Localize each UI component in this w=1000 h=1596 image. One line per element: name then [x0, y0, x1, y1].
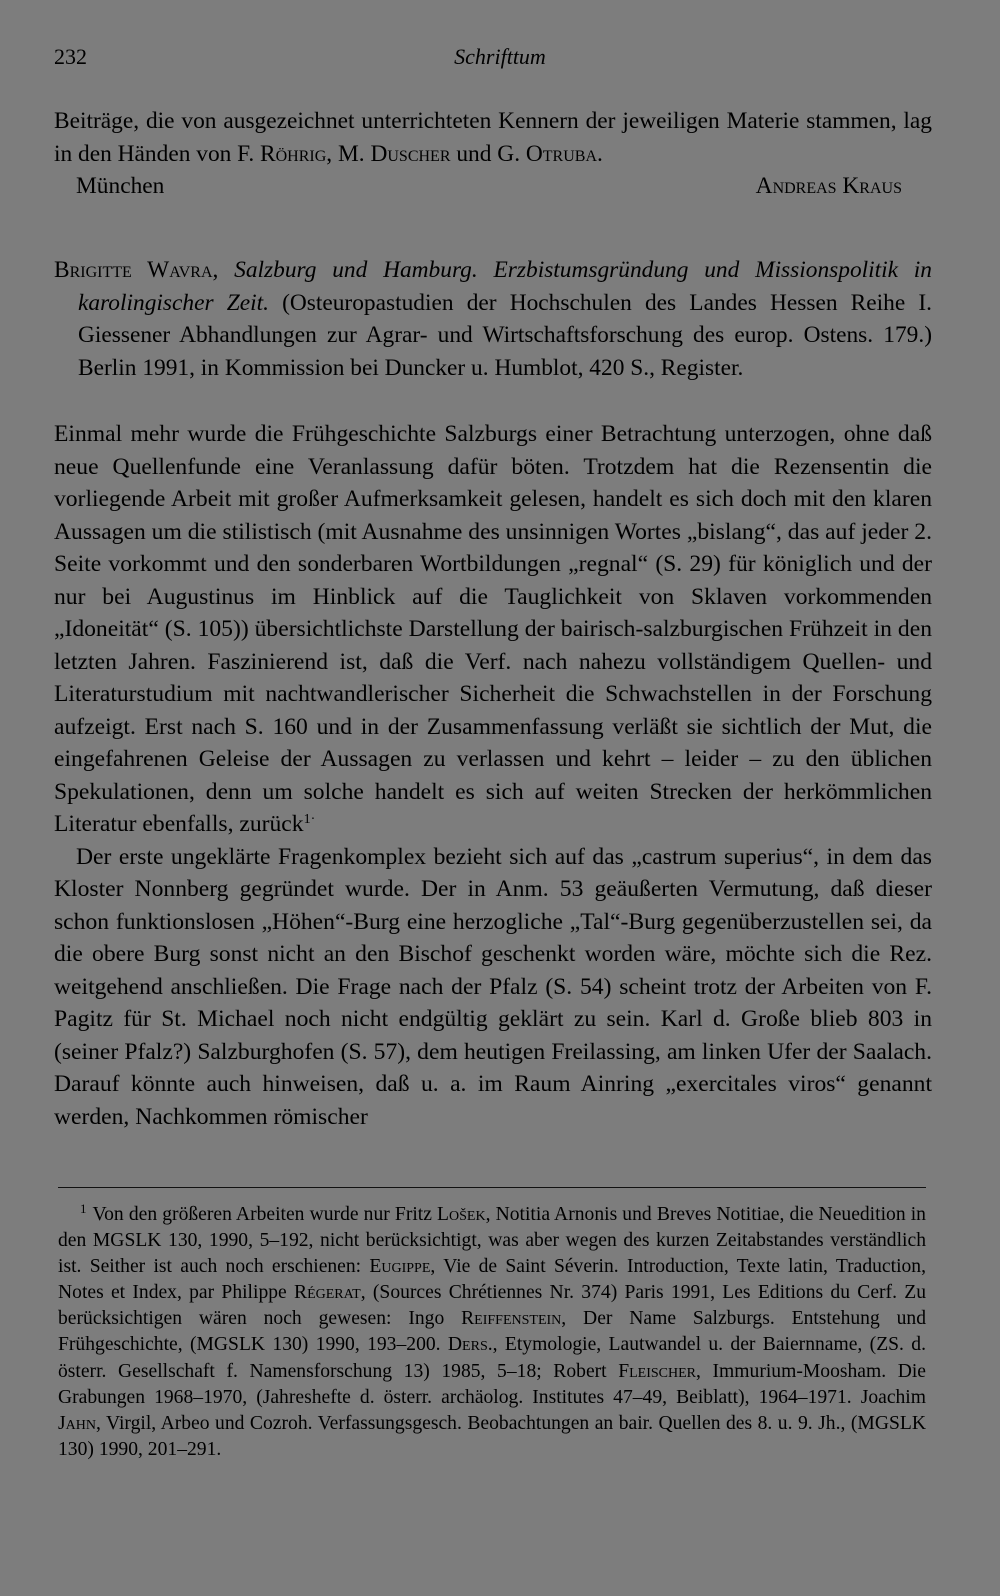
- previous-review-closing: Beiträge, die von ausgezeichnet unterrichteten Kennern der jeweiligen Materie stammen, lag in den Händen von F. Röhrig, M. Duscher und G. Otruba.: [54, 108, 932, 167]
- book-entry: [54, 254, 932, 384]
- author-name: Duscher: [370, 140, 451, 167]
- footnote-divider: [58, 1187, 926, 1188]
- page-number: 232: [54, 44, 87, 69]
- book-details: (Osteuropastudien der Hochschulen des Landes Hessen Reihe I. Giessener Abhandlungen zur Agrar- und Wirtschaftsforschung des europ. Ostens. 179.) Berlin 1991, in Kommission bei Duncker u. Humblot, 420 S., Register.: [78, 289, 932, 381]
- signature-name: Andreas Kraus: [755, 173, 902, 200]
- author-name: Otruba: [525, 140, 598, 167]
- previous-review-end: [54, 105, 932, 203]
- book-author: Brigitte Wavra: [54, 257, 213, 283]
- review-paragraph: Der erste ungeklärte Fragenkomplex bezieht sich auf das „castrum superius“, in dem das Kloster Nonnberg gegründet wurde. Der in Anm. 53 geäußerten Vermutung, daß dieser schon funktionslosen „Höhen“-Burg eine herzogliche „Tal“-Burg gegenüberzustellen sei, da die obere Burg sonst nicht an den Bischof geschenkt worden wäre, möchte sich die Rez. weitgehend anschließen. Die Frage nach der Pfalz (S. 54) scheint trotz der Arbeiten von F. Pagitz für St. Michael noch nicht endgültig geklärt zu sein. Karl d. Große blieb 803 in (seiner Pfalz?) Salzburghofen (S. 57), dem heutigen Freilassing, am linken Ufer der Saalach. Darauf könnte auch hinweisen, daß u. a. im Raum Ainring „exercitales viros“ genannt werden, Nachkommen römischer: [54, 843, 932, 1130]
- book-title: Salzburg und Hamburg. Erzbistumsgründung und Missionspolitik in karolingischer Zeit.: [78, 257, 932, 316]
- footnote-reference: 1·: [303, 812, 316, 827]
- author-name: Röhrig: [260, 140, 327, 167]
- reviewer-signature: [54, 170, 932, 203]
- bibliographic-entry: Brigitte Wavra, Salzburg und Hamburg. Erzbistumsgründung und Missionspolitik in karolingischer Zeit. (Osteuropastudien der Hochschulen des Landes Hessen Reihe I. Giessener Abhandlungen zur Agrar- und Wirtschaftsforschung des europ. Ostens. 179.) Berlin 1991, in Kommission bei Duncker u. Humblot, 420 S., Register.: [54, 257, 932, 381]
- footnote: $^1$ Von den größeren Arbeiten wurde nur Fritz Lošek, Notitia Arnonis und Breves Notitiae, die Neuedition in den MGSLK 130, 1990, 5–192, nicht berücksichtigt, was aber wegen des kurzen Zeitabstandes verständlich ist. Seither ist auch noch erschienen: Eugippe, Vie de Saint Séverin. Introduction, Texte latin, Traduction, Notes et Index, par Philippe Régerat, (Sources Chrétiennes Nr. 374) Paris 1991, Les Editions du Cerf. Zu berücksichtigen wären noch gewesen: Ingo Reiffenstein, Der Name Salzburgs. Entstehung und Frühgeschichte, (MGSLK 130) 1990, 193–200. Ders., Etymologie, Lautwandel u. der Baiernname, (ZS. d. österr. Gesellschaft f. Namensforschung 13) 1985, 5–18; Robert Fleischer, Immurium-Moosham. Die Grabungen 1968–1970, (Jahreshefte d. österr. archäolog. Institutes 47–49, Beiblatt), 1964–1971. Joachim Jahn, Virgil, Arbeo und Cozroh. Verfassungsgesch. Beobachtungen an bair. Quellen des 8. u. 9. Jh., (MGSLK 130) 1990, 201–291.: [58, 1201, 927, 1460]
- footnote-number: 1: [80, 1201, 87, 1216]
- review-paragraph: Einmal mehr wurde die Frühgeschichte Salzburgs einer Betrachtung unterzogen, ohne daß neue Quellenfunde eine Veranlassung dafür böten. Trotzdem hat die Rezensentin die vorliegende Arbeit mit großer Aufmerksamkeit gelesen, handelt es sich doch mit den klaren Aussagen um die stilistisch (mit Ausnahme des unsinnigen Wortes „bislang“, das auf jeder 2. Seite vorkommt und den sonderbaren Wortbildungen „regnal“ (S. 29) für königlich und der nur bei Augustinus im Hinblick auf die Tauglichkeit von Sklaven vorkommenden „Idoneität“ (S. 105)) übersichtlichste Darstellung der bairisch-salzburgischen Frühzeit in den letzten Jahren. Faszinierend ist, daß die Verf. nach nahezu vollständigem Quellen- und Literaturstudium mit nachtwandlerischer Sicherheit die Schwachstellen in der Forschung aufzeigt. Erst nach S. 160 und in der Zusammenfassung verläßt sie sichtlich der Mut, die eingefahrenen Geleise der Aussagen zu verlassen und kehrt – leider – zu den üblichen Spekulationen, denn um solche handelt es sich auf weiten Strecken der herkömmlichen Literatur ebenfalls, zurück$^{1\cdot}$: [54, 421, 932, 837]
- signature-city: München: [76, 173, 165, 200]
- review-body: [54, 418, 932, 1133]
- running-head: Schrifttum: [454, 44, 546, 69]
